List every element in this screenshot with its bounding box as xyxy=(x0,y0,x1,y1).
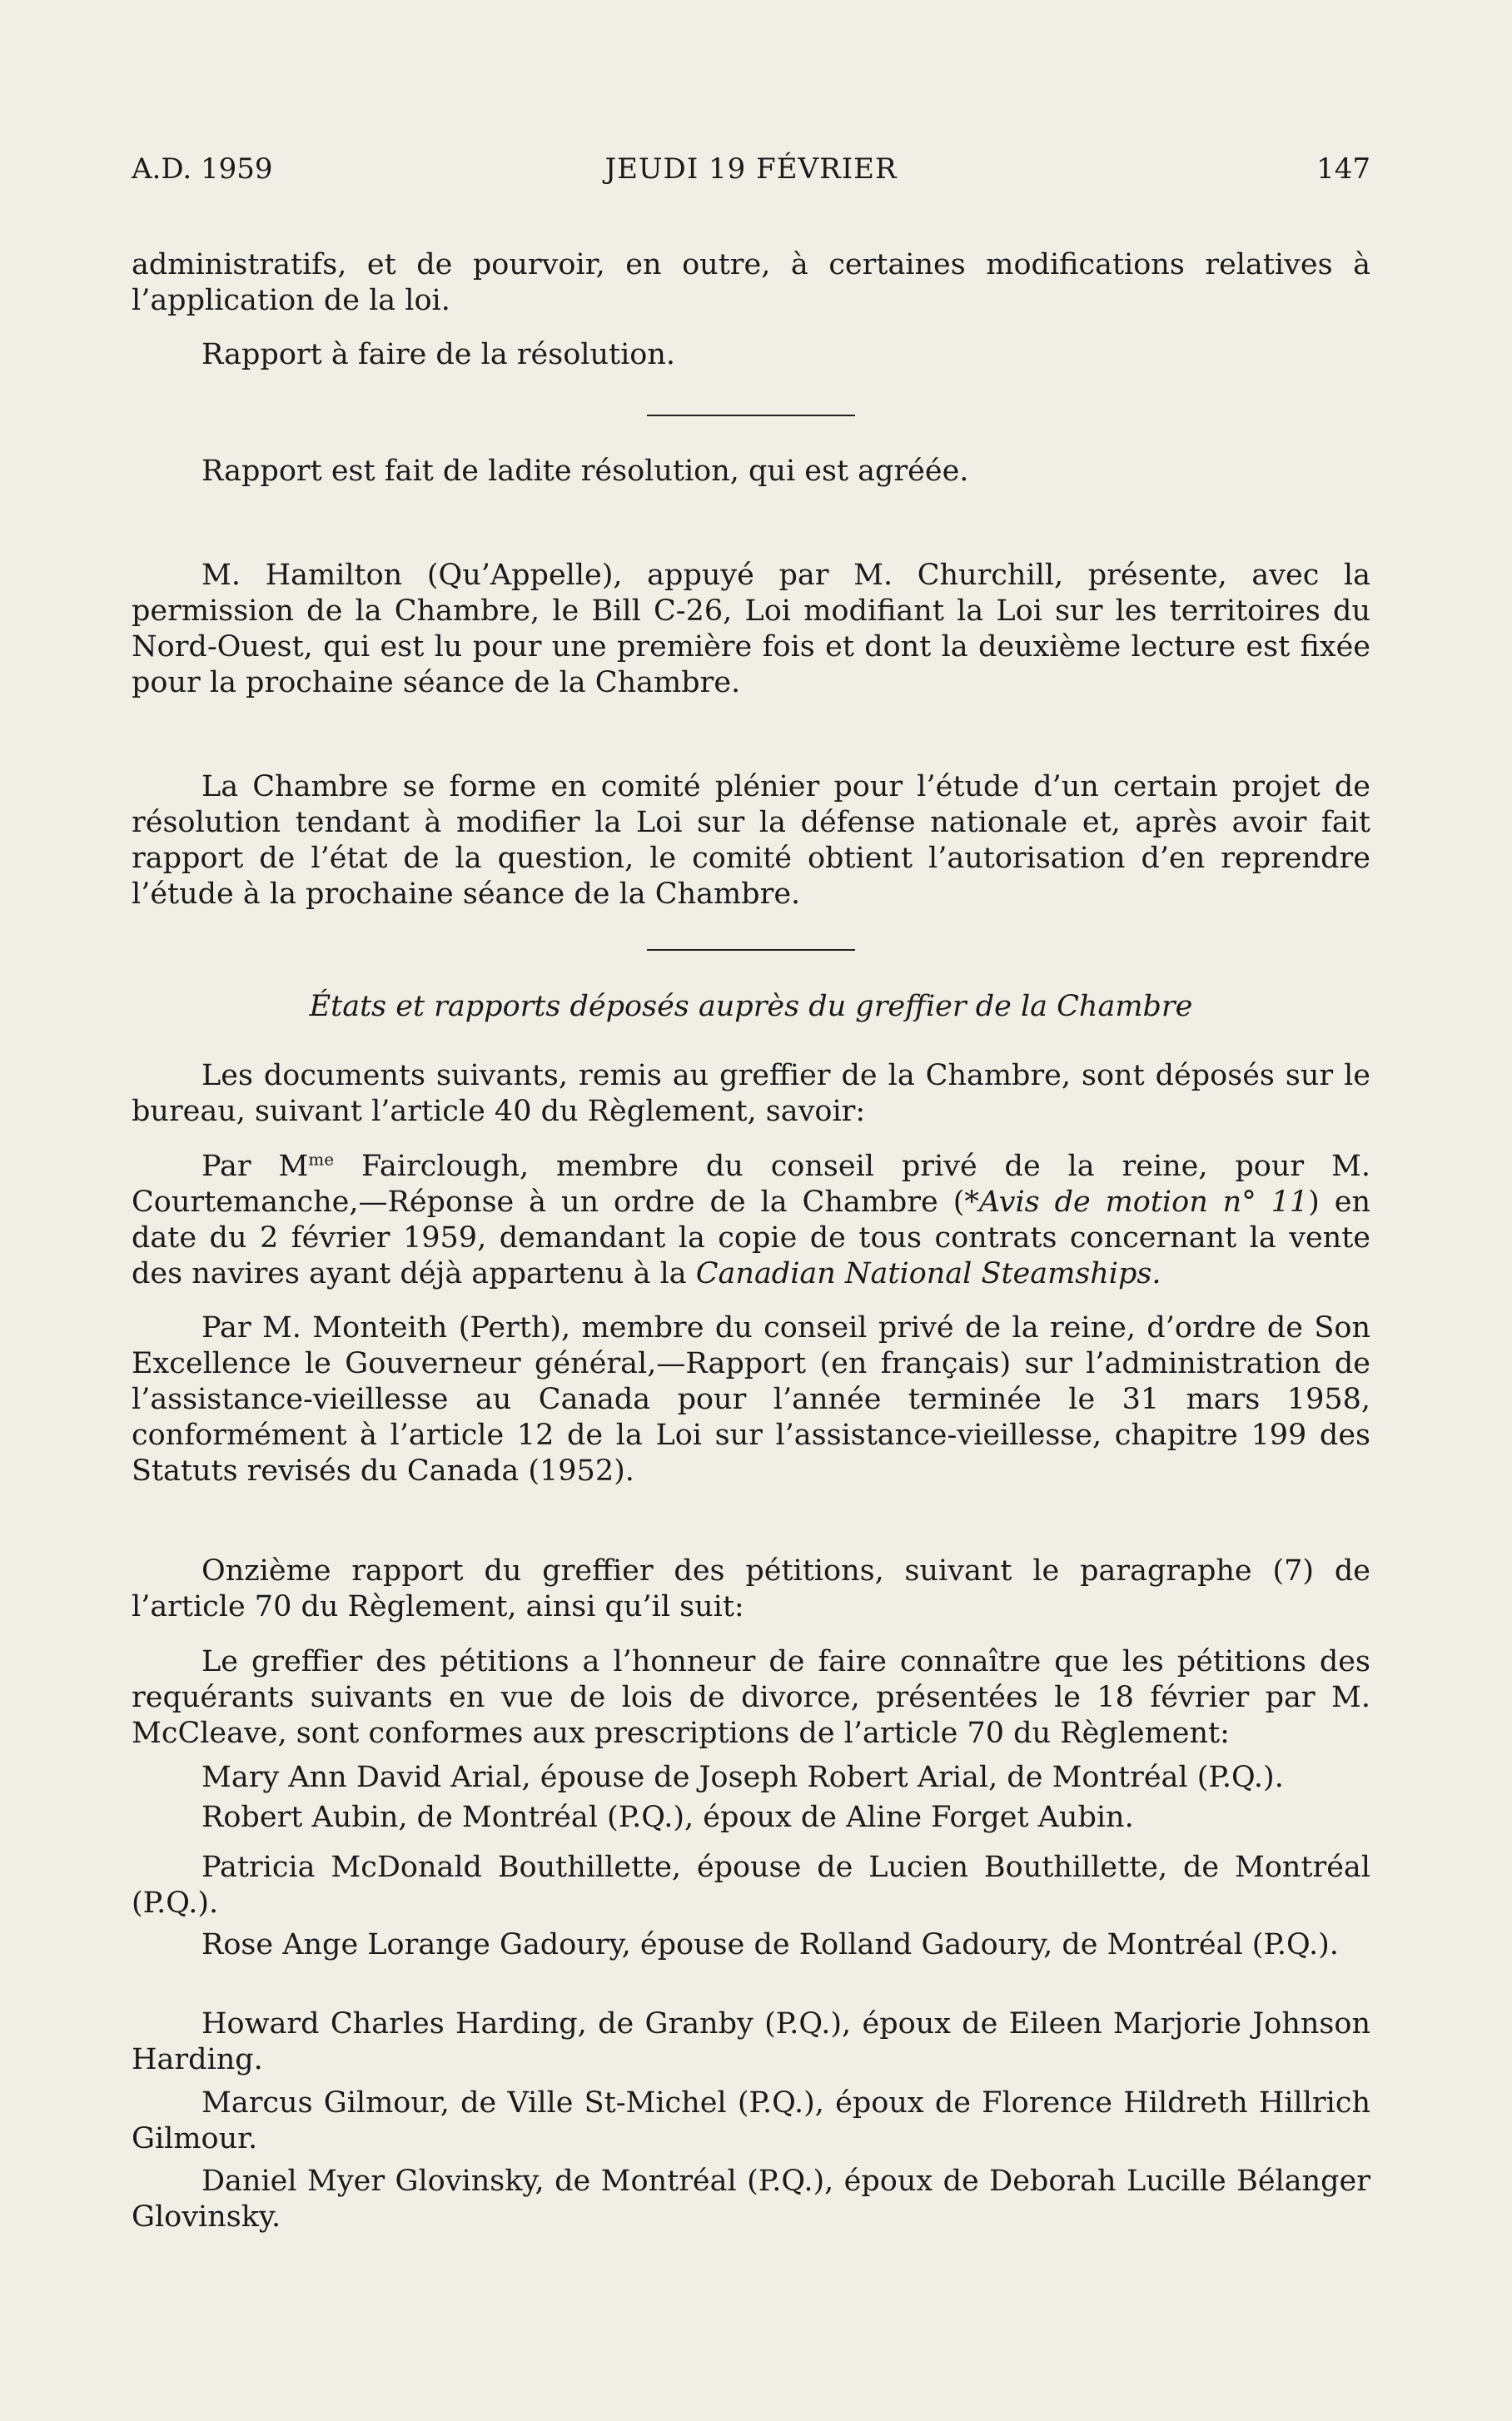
paragraph-petitions: Le greffier des pétitions a l’honneur de faire connaître que les pétitions des requérants suivants en vue de lois de divorce, présentées le 18 février par M. McCleave, sont conformes aux prescriptions de l’article 70 du Règlement: xyxy=(132,1645,1370,1750)
italic-text: *Avis de motion n° 11 xyxy=(964,1186,1309,1219)
paragraph-report-to-do: Rapport à faire de la résolution. xyxy=(201,338,676,371)
separator-rule xyxy=(132,415,1370,416)
list-item: Howard Charles Harding, de Granby (P.Q.), époux de Eileen Marjorie Johnson Harding. xyxy=(132,2007,1370,2076)
list-item: Mary Ann David Arial, épouse de Joseph Robert Arial, de Montréal (P.Q.). xyxy=(201,1761,1284,1794)
list-item: Robert Aubin, de Montréal (P.Q.), époux de Aline Forget Aubin. xyxy=(201,1801,1134,1834)
text-segment: ) en date du 2 février 1959, demandant la copie de tous contrats concernant la vente des navires ayant déjà appartenu à la xyxy=(132,1186,1371,1290)
paragraph-documents: Les documents suivants, remis au greffier de la Chambre, sont déposés sur le bureau, suivant l’article 40 du Règlement, savoir: xyxy=(132,1059,1370,1128)
text-segment: Fairclough, membre du conseil privé de la reine, pour M. Courtemanche,—Réponse à un ordre de la Chambre ( xyxy=(132,1150,1370,1219)
list-item: Patricia McDonald Bouthillette, épouse de Lucien Bouthillette, de Montréal (P.Q.). xyxy=(132,1851,1370,1920)
italic-text: Canadian National Steamships. xyxy=(695,1257,1161,1290)
superscript: me xyxy=(308,1149,335,1170)
separator-rule xyxy=(132,949,1370,951)
paragraph-bill-c26: M. Hamilton (Qu’Appelle), appuyé par M. Churchill, présente, avec la permission de la Chambre, le Bill C-26, Loi modifiant la Loi sur les territoires du Nord-Ouest, qui est lu pour une première fois et dont la deuxième lecture est fixée pour la prochaine séance de la Chambre. xyxy=(132,559,1370,699)
section-heading: États et rapports déposés auprès du greffier de la Chambre xyxy=(309,990,1193,1023)
paragraph-committee: La Chambre se forme en comité plénier pour l’étude d’un certain projet de résolution tendant à modifier la Loi sur la défense nationale et, après avoir fait rapport de l’état de la question, le comité obtient l’autorisation d’en reprendre l’étude à la prochaine séance de la Chambre. xyxy=(132,770,1370,911)
text-segment: Par M xyxy=(201,1150,309,1183)
list-item: Daniel Myer Glovinsky, de Montréal (P.Q.), époux de Deborah Lucille Bélanger Glovinsky. xyxy=(132,2165,1370,2234)
paragraph-continued: administratifs, et de pourvoir, en outre, à certaines modifications relatives à l’application de la loi. xyxy=(132,248,1370,317)
list-item: Rose Ange Lorange Gadoury, épouse de Rolland Gadoury, de Montréal (P.Q.). xyxy=(201,1928,1339,1961)
paragraph-monteith: Par M. Monteith (Perth), membre du conseil privé de la reine, d’ordre de Son Excellence le Gouverneur général,—Rapport (en français) sur l’administration de l’assistance-vieillesse au Canada pour l’année terminée le 31 mars 1958, conformément à l’article 12 de la Loi sur l’assistance-vieillesse, chapitre 199 des Statuts revisés du Canada (1952). xyxy=(132,1311,1370,1488)
list-item: Marcus Gilmour, de Ville St-Michel (P.Q.), époux de Florence Hildreth Hillrich Gilmour. xyxy=(132,2086,1370,2155)
running-header xyxy=(132,152,1370,194)
header-date: JEUDI 19 FÉVRIER xyxy=(604,152,898,186)
paragraph-eleventh-report: Onzième rapport du greffier des pétitions, suivant le paragraphe (7) de l’article 70 du Règlement, ainsi qu’il suit: xyxy=(132,1554,1370,1623)
header-year: A.D. 1959 xyxy=(132,152,273,186)
paragraph-fairclough xyxy=(132,1149,1370,1292)
page-number: 147 xyxy=(1316,152,1370,186)
paragraph-report-done: Rapport est fait de ladite résolution, qui est agréée. xyxy=(201,455,969,488)
